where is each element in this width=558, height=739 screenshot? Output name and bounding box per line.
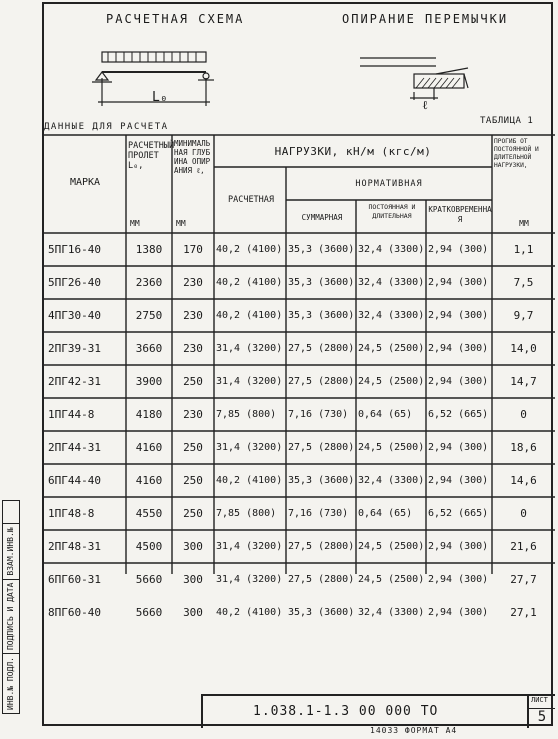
table-row — [44, 564, 555, 597]
cell-span: 2750 — [135, 309, 163, 322]
cell-deflection: 18,6 — [510, 441, 537, 454]
support-detail-diagram — [356, 48, 476, 114]
col-span-unit: ММ — [130, 219, 140, 228]
col-deflection-unit: ММ — [519, 219, 529, 228]
cell-short-load: 2,94 (300) — [428, 541, 489, 552]
table-header — [44, 135, 555, 234]
cell-bearing: 250 — [183, 507, 203, 520]
support-title: ОПИРАНИЕ ПЕРЕМЫЧКИ — [342, 12, 509, 26]
cell-mark: 4ПГ30-40 — [48, 309, 101, 322]
col-design-header: РАСЧЕТНАЯ — [227, 195, 275, 205]
cell-total-load: 35,3 (3600) — [288, 277, 355, 288]
cell-mark: 2ПГ44-31 — [48, 441, 101, 454]
cell-short-load: 6,52 (665) — [428, 508, 489, 519]
loads-header: НАГРУЗКИ, кН/м (кгс/м) — [274, 145, 432, 158]
cell-design-load: 31,4 (3200) — [216, 574, 283, 585]
cell-permanent-load: 32,4 (3300) — [358, 244, 425, 255]
cell-permanent-load: 32,4 (3300) — [358, 475, 425, 486]
cell-design-load: 40,2 (4100) — [216, 310, 283, 321]
sheet-number: 5 — [529, 708, 555, 725]
table-row — [44, 366, 555, 399]
side-field-inventory: ИНВ.№ ПОДЛ. — [3, 653, 19, 713]
table-label: ТАБЛИЦА 1 — [480, 116, 534, 126]
cell-short-load: 2,94 (300) — [428, 607, 489, 618]
side-field-signature: ПОДПИСЬ И ДАТА — [3, 579, 19, 653]
cell-total-load: 35,3 (3600) — [288, 607, 355, 618]
sheet-label: ЛИСТ — [531, 696, 548, 704]
cell-mark: 8ПГ60-40 — [48, 606, 101, 619]
cell-bearing: 230 — [183, 408, 203, 421]
cell-permanent-load: 0,64 (65) — [358, 409, 413, 420]
cell-span: 5660 — [135, 606, 163, 619]
table-row — [44, 333, 555, 366]
cell-total-load: 35,3 (3600) — [288, 244, 355, 255]
cell-span: 2360 — [135, 276, 163, 289]
cell-bearing: 250 — [183, 375, 203, 388]
cell-span: 4160 — [135, 441, 163, 454]
cell-short-load: 2,94 (300) — [428, 277, 489, 288]
cell-total-load: 27,5 (2800) — [288, 442, 355, 453]
cell-mark: 6ПГ60-31 — [48, 573, 101, 586]
data-caption: ДАННЫЕ ДЛЯ РАСЧЕТА — [44, 122, 169, 132]
cell-deflection: 27,7 — [510, 573, 537, 586]
cell-short-load: 2,94 (300) — [428, 574, 489, 585]
cell-short-load: 2,94 (300) — [428, 310, 489, 321]
col-bearing-unit: ММ — [176, 219, 186, 228]
table-row — [44, 531, 555, 564]
cell-permanent-load: 24,5 (2500) — [358, 376, 425, 387]
cell-design-load: 40,2 (4100) — [216, 277, 283, 288]
cell-design-load: 31,4 (3200) — [216, 376, 283, 387]
bearing-symbol: ℓ — [422, 98, 428, 112]
cell-permanent-load: 32,4 (3300) — [358, 277, 425, 288]
cell-design-load: 40,2 (4100) — [216, 475, 283, 486]
cell-deflection: 1,1 — [513, 243, 534, 256]
cell-total-load: 7,16 (730) — [288, 409, 349, 420]
cell-total-load: 27,5 (2800) — [288, 343, 355, 354]
cell-span: 4160 — [135, 474, 163, 487]
side-field-replacement: ВЗАМ.ИНВ.№ — [3, 523, 19, 578]
cell-design-load: 31,4 (3200) — [216, 343, 283, 354]
cell-deflection: 0 — [520, 507, 527, 520]
span-symbol: L₀ — [152, 90, 168, 105]
cell-mark: 5ПГ16-40 — [48, 243, 101, 256]
cell-design-load: 40,2 (4100) — [216, 607, 283, 618]
cell-short-load: 2,94 (300) — [428, 376, 489, 387]
cell-mark: 5ПГ26-40 — [48, 276, 101, 289]
cell-deflection: 27,1 — [510, 606, 537, 619]
col-mark-header: МАРКА — [69, 177, 101, 188]
cell-permanent-load: 24,5 (2500) — [358, 442, 425, 453]
cell-mark: 2ПГ42-31 — [48, 375, 101, 388]
cell-permanent-load: 24,5 (2500) — [358, 574, 425, 585]
cell-bearing: 230 — [183, 342, 203, 355]
cell-span: 4550 — [135, 507, 163, 520]
cell-total-load: 27,5 (2800) — [288, 574, 355, 585]
cell-span: 3900 — [135, 375, 163, 388]
table-row — [44, 234, 555, 267]
table-row — [44, 300, 555, 333]
col-bearing-header: МИНИМАЛЬНАЯ ГЛУБИНА ОПИРАНИЯ ℓ, — [174, 139, 211, 175]
cell-design-load: 31,4 (3200) — [216, 541, 283, 552]
cell-short-load: 2,94 (300) — [428, 343, 489, 354]
cell-deflection: 0 — [520, 408, 527, 421]
cell-permanent-load: 32,4 (3300) — [358, 607, 425, 618]
cell-bearing: 170 — [183, 243, 203, 256]
cell-bearing: 300 — [183, 540, 203, 553]
cell-deflection: 14,0 — [510, 342, 537, 355]
col-deflection-header: ПРОГИБ ОТ ПОСТОЯННОЙ И ДЛИТЕЛЬНОЙ НАГРУЗКИ, — [494, 138, 539, 169]
col-permanent-header: ПОСТОЯННАЯ И ДЛИТЕЛЬНАЯ — [368, 203, 416, 220]
cell-span: 1380 — [135, 243, 163, 256]
cell-design-load: 31,4 (3200) — [216, 442, 283, 453]
table-row — [44, 267, 555, 300]
cell-short-load: 2,94 (300) — [428, 244, 489, 255]
cell-deflection: 7,5 — [513, 276, 534, 289]
side-approval-stamp — [2, 500, 20, 714]
cell-short-load: 2,94 (300) — [428, 475, 489, 486]
cell-total-load: 27,5 (2800) — [288, 541, 355, 552]
table-row — [44, 498, 555, 531]
cell-deflection: 14,6 — [510, 474, 537, 487]
table-row — [44, 597, 555, 630]
cell-design-load: 7,85 (800) — [216, 409, 277, 420]
document-code: 1.038.1-1.3 00 000 ТО — [253, 704, 439, 719]
cell-bearing: 250 — [183, 441, 203, 454]
cell-permanent-load: 32,4 (3300) — [358, 310, 425, 321]
normative-header: НОРМАТИВНАЯ — [355, 179, 423, 189]
cell-bearing: 230 — [183, 276, 203, 289]
table-row — [44, 399, 555, 432]
cell-mark: 1ПГ48-8 — [48, 507, 95, 520]
cell-deflection: 9,7 — [513, 309, 534, 322]
cell-span: 3660 — [135, 342, 163, 355]
cell-span: 4180 — [135, 408, 163, 421]
cell-total-load: 35,3 (3600) — [288, 310, 355, 321]
col-short-header: КРАТКОВРЕМЕННАЯ — [428, 205, 492, 224]
cell-short-load: 2,94 (300) — [428, 442, 489, 453]
title-block — [201, 694, 555, 728]
cell-short-load: 6,52 (665) — [428, 409, 489, 420]
cell-span: 5660 — [135, 573, 163, 586]
sheet-number-box — [527, 696, 555, 728]
cell-permanent-load: 24,5 (2500) — [358, 343, 425, 354]
cell-design-load: 40,2 (4100) — [216, 244, 283, 255]
cell-mark: 2ПГ39-31 — [48, 342, 101, 355]
table-body — [44, 234, 555, 630]
col-span-header: РАСЧЕТНЫЙ ПРОЛЕТ L₀, — [128, 141, 175, 171]
drawing-sheet — [42, 2, 553, 726]
table-row — [44, 432, 555, 465]
cell-total-load: 27,5 (2800) — [288, 376, 355, 387]
cell-bearing: 250 — [183, 474, 203, 487]
cell-deflection: 21,6 — [510, 540, 537, 553]
cell-permanent-load: 0,64 (65) — [358, 508, 413, 519]
cell-permanent-load: 24,5 (2500) — [358, 541, 425, 552]
cell-mark: 2ПГ48-31 — [48, 540, 101, 553]
scheme-title: РАСЧЕТНАЯ СХЕМА — [106, 12, 245, 26]
cell-bearing: 230 — [183, 309, 203, 322]
table-row — [44, 465, 555, 498]
cell-mark: 1ПГ44-8 — [48, 408, 95, 421]
cell-bearing: 300 — [183, 606, 203, 619]
cell-bearing: 300 — [183, 573, 203, 586]
cell-total-load: 35,3 (3600) — [288, 475, 355, 486]
cell-mark: 6ПГ44-40 — [48, 474, 101, 487]
col-total-header: СУММАРНАЯ — [301, 213, 343, 222]
format-footer: 14033 ФОРМАТ А4 — [370, 726, 458, 735]
cell-total-load: 7,16 (730) — [288, 508, 349, 519]
cell-span: 4500 — [135, 540, 163, 553]
cell-design-load: 7,85 (800) — [216, 508, 277, 519]
cell-deflection: 14,7 — [510, 375, 537, 388]
